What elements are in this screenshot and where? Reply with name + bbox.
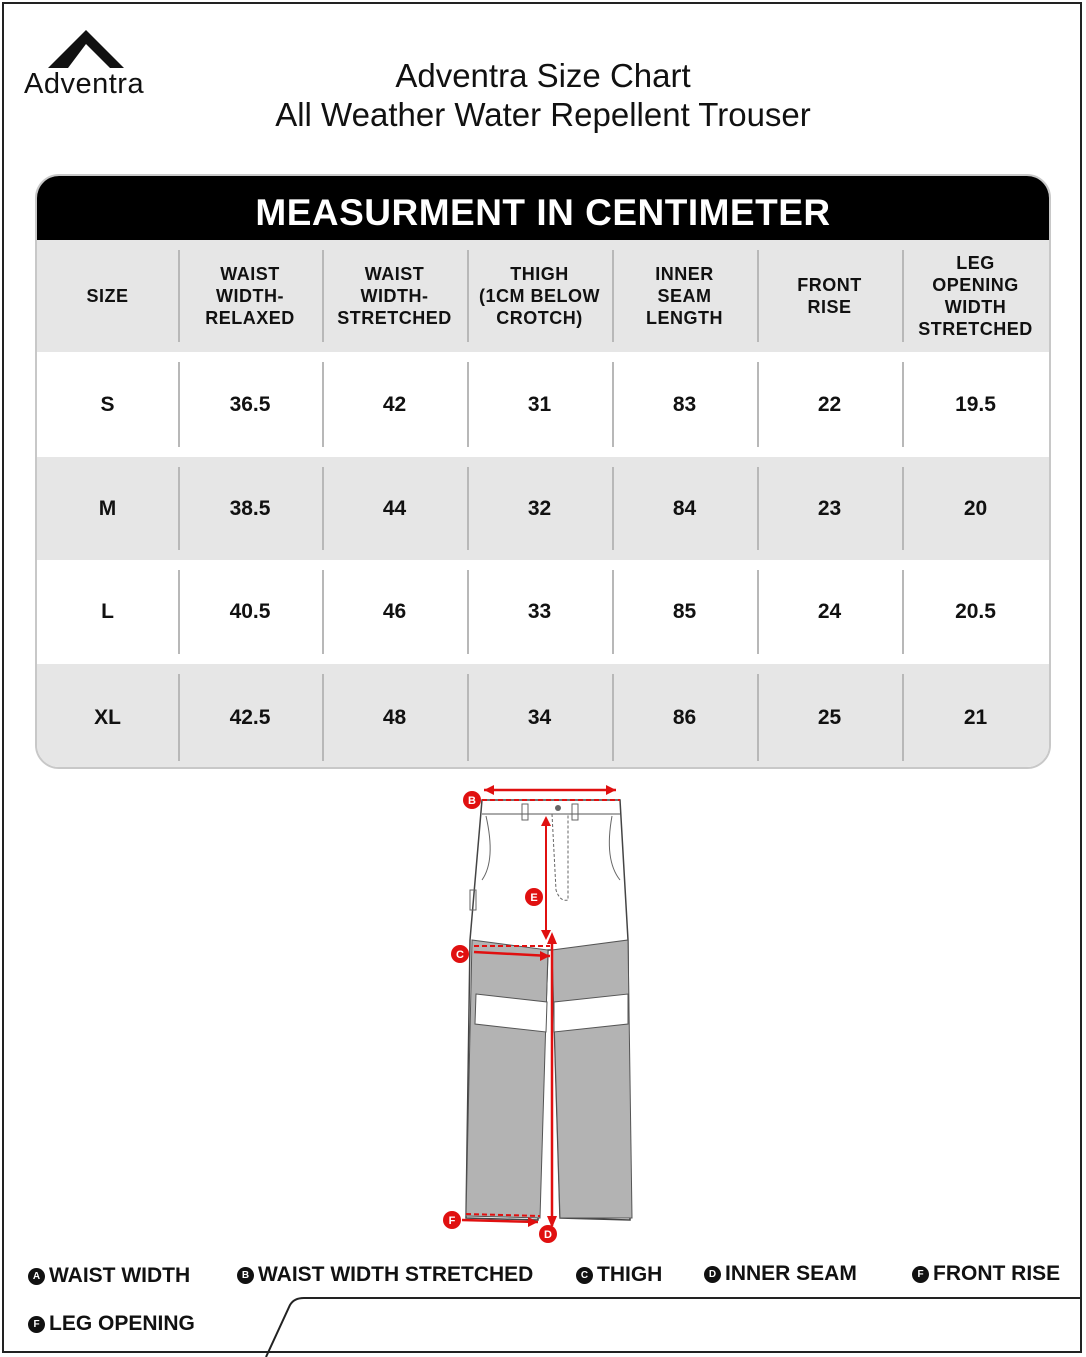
table-banner: MEASURMENT IN CENTIMETER xyxy=(37,176,1049,240)
legend-badge-icon: C xyxy=(576,1267,593,1284)
legend-waist-width: A WAIST WIDTH xyxy=(28,1264,190,1288)
size-cell: XL xyxy=(94,705,121,729)
svg-text:C: C xyxy=(456,949,464,961)
table-cell: 31 xyxy=(467,352,612,457)
table-cell: 46 xyxy=(322,560,467,664)
header-thigh: THIGH (1CM BELOW CROTCH) xyxy=(467,240,612,352)
table-cell: 38.5 xyxy=(178,457,322,560)
header-front-rise: FRONT RISE xyxy=(757,240,902,352)
table-cell: 40.5 xyxy=(178,560,322,664)
size-cell: M xyxy=(98,496,117,520)
legend-front-rise: F FRONT RISE xyxy=(912,1262,1060,1286)
legend-badge-icon: F xyxy=(28,1316,45,1333)
size-cell: S xyxy=(100,392,115,416)
header-waist-relaxed: WAIST WIDTH- RELAXED xyxy=(178,240,322,352)
table-cell: 32 xyxy=(467,457,612,560)
table-cell: 25 xyxy=(757,664,902,769)
table-cell: 85 xyxy=(612,560,757,664)
table-cell: 22 xyxy=(757,352,902,457)
size-cell: L xyxy=(101,600,114,623)
svg-text:E: E xyxy=(530,892,538,904)
table-cell: 33 xyxy=(467,560,612,664)
svg-text:B: B xyxy=(468,795,476,807)
legend-thigh: C THIGH xyxy=(576,1263,662,1287)
table-cell: 86 xyxy=(612,664,757,769)
table-cell: 42.5 xyxy=(178,664,322,769)
table-cell: 24 xyxy=(757,560,902,664)
header-inner-seam: INNER SEAM LENGTH xyxy=(612,240,757,352)
brand-name: Adventra xyxy=(24,68,145,100)
table-cell: 36.5 xyxy=(178,352,322,457)
table-cell: 48 xyxy=(322,664,467,769)
legend-leg-opening: F LEG OPENING xyxy=(28,1312,195,1336)
svg-text:F: F xyxy=(448,1215,456,1227)
legend-badge-icon: B xyxy=(237,1267,254,1284)
table-cell: 20 xyxy=(902,457,1049,560)
table-cell: 42 xyxy=(322,352,467,457)
table-cell: 84 xyxy=(612,457,757,560)
svg-text:D: D xyxy=(544,1229,552,1241)
table-cell: 44 xyxy=(322,457,467,560)
legend-inner-seam: D INNER SEAM xyxy=(704,1262,857,1286)
table-cell: 20.5 xyxy=(902,560,1049,664)
header-size: SIZE xyxy=(86,286,129,306)
table-cell: 23 xyxy=(757,457,902,560)
legend-waist-width-stretched: B WAIST WIDTH STRETCHED xyxy=(237,1263,533,1287)
table-cell: 83 xyxy=(612,352,757,457)
page-subtitle: All Weather Water Repellent Trouser xyxy=(275,96,811,133)
table-cell: 21 xyxy=(902,664,1049,769)
legend-badge-icon: F xyxy=(912,1266,929,1283)
page-title: Adventra Size Chart xyxy=(395,57,691,94)
table-cell: 19.5 xyxy=(902,352,1049,457)
header-waist-stretched: WAIST WIDTH- STRETCHED xyxy=(322,240,467,352)
legend-badge-icon: A xyxy=(28,1268,45,1285)
table-cell: 34 xyxy=(467,664,612,769)
legend-badge-icon: D xyxy=(704,1266,721,1283)
header-leg-opening: LEG OPENING WIDTH STRETCHED xyxy=(902,240,1049,352)
